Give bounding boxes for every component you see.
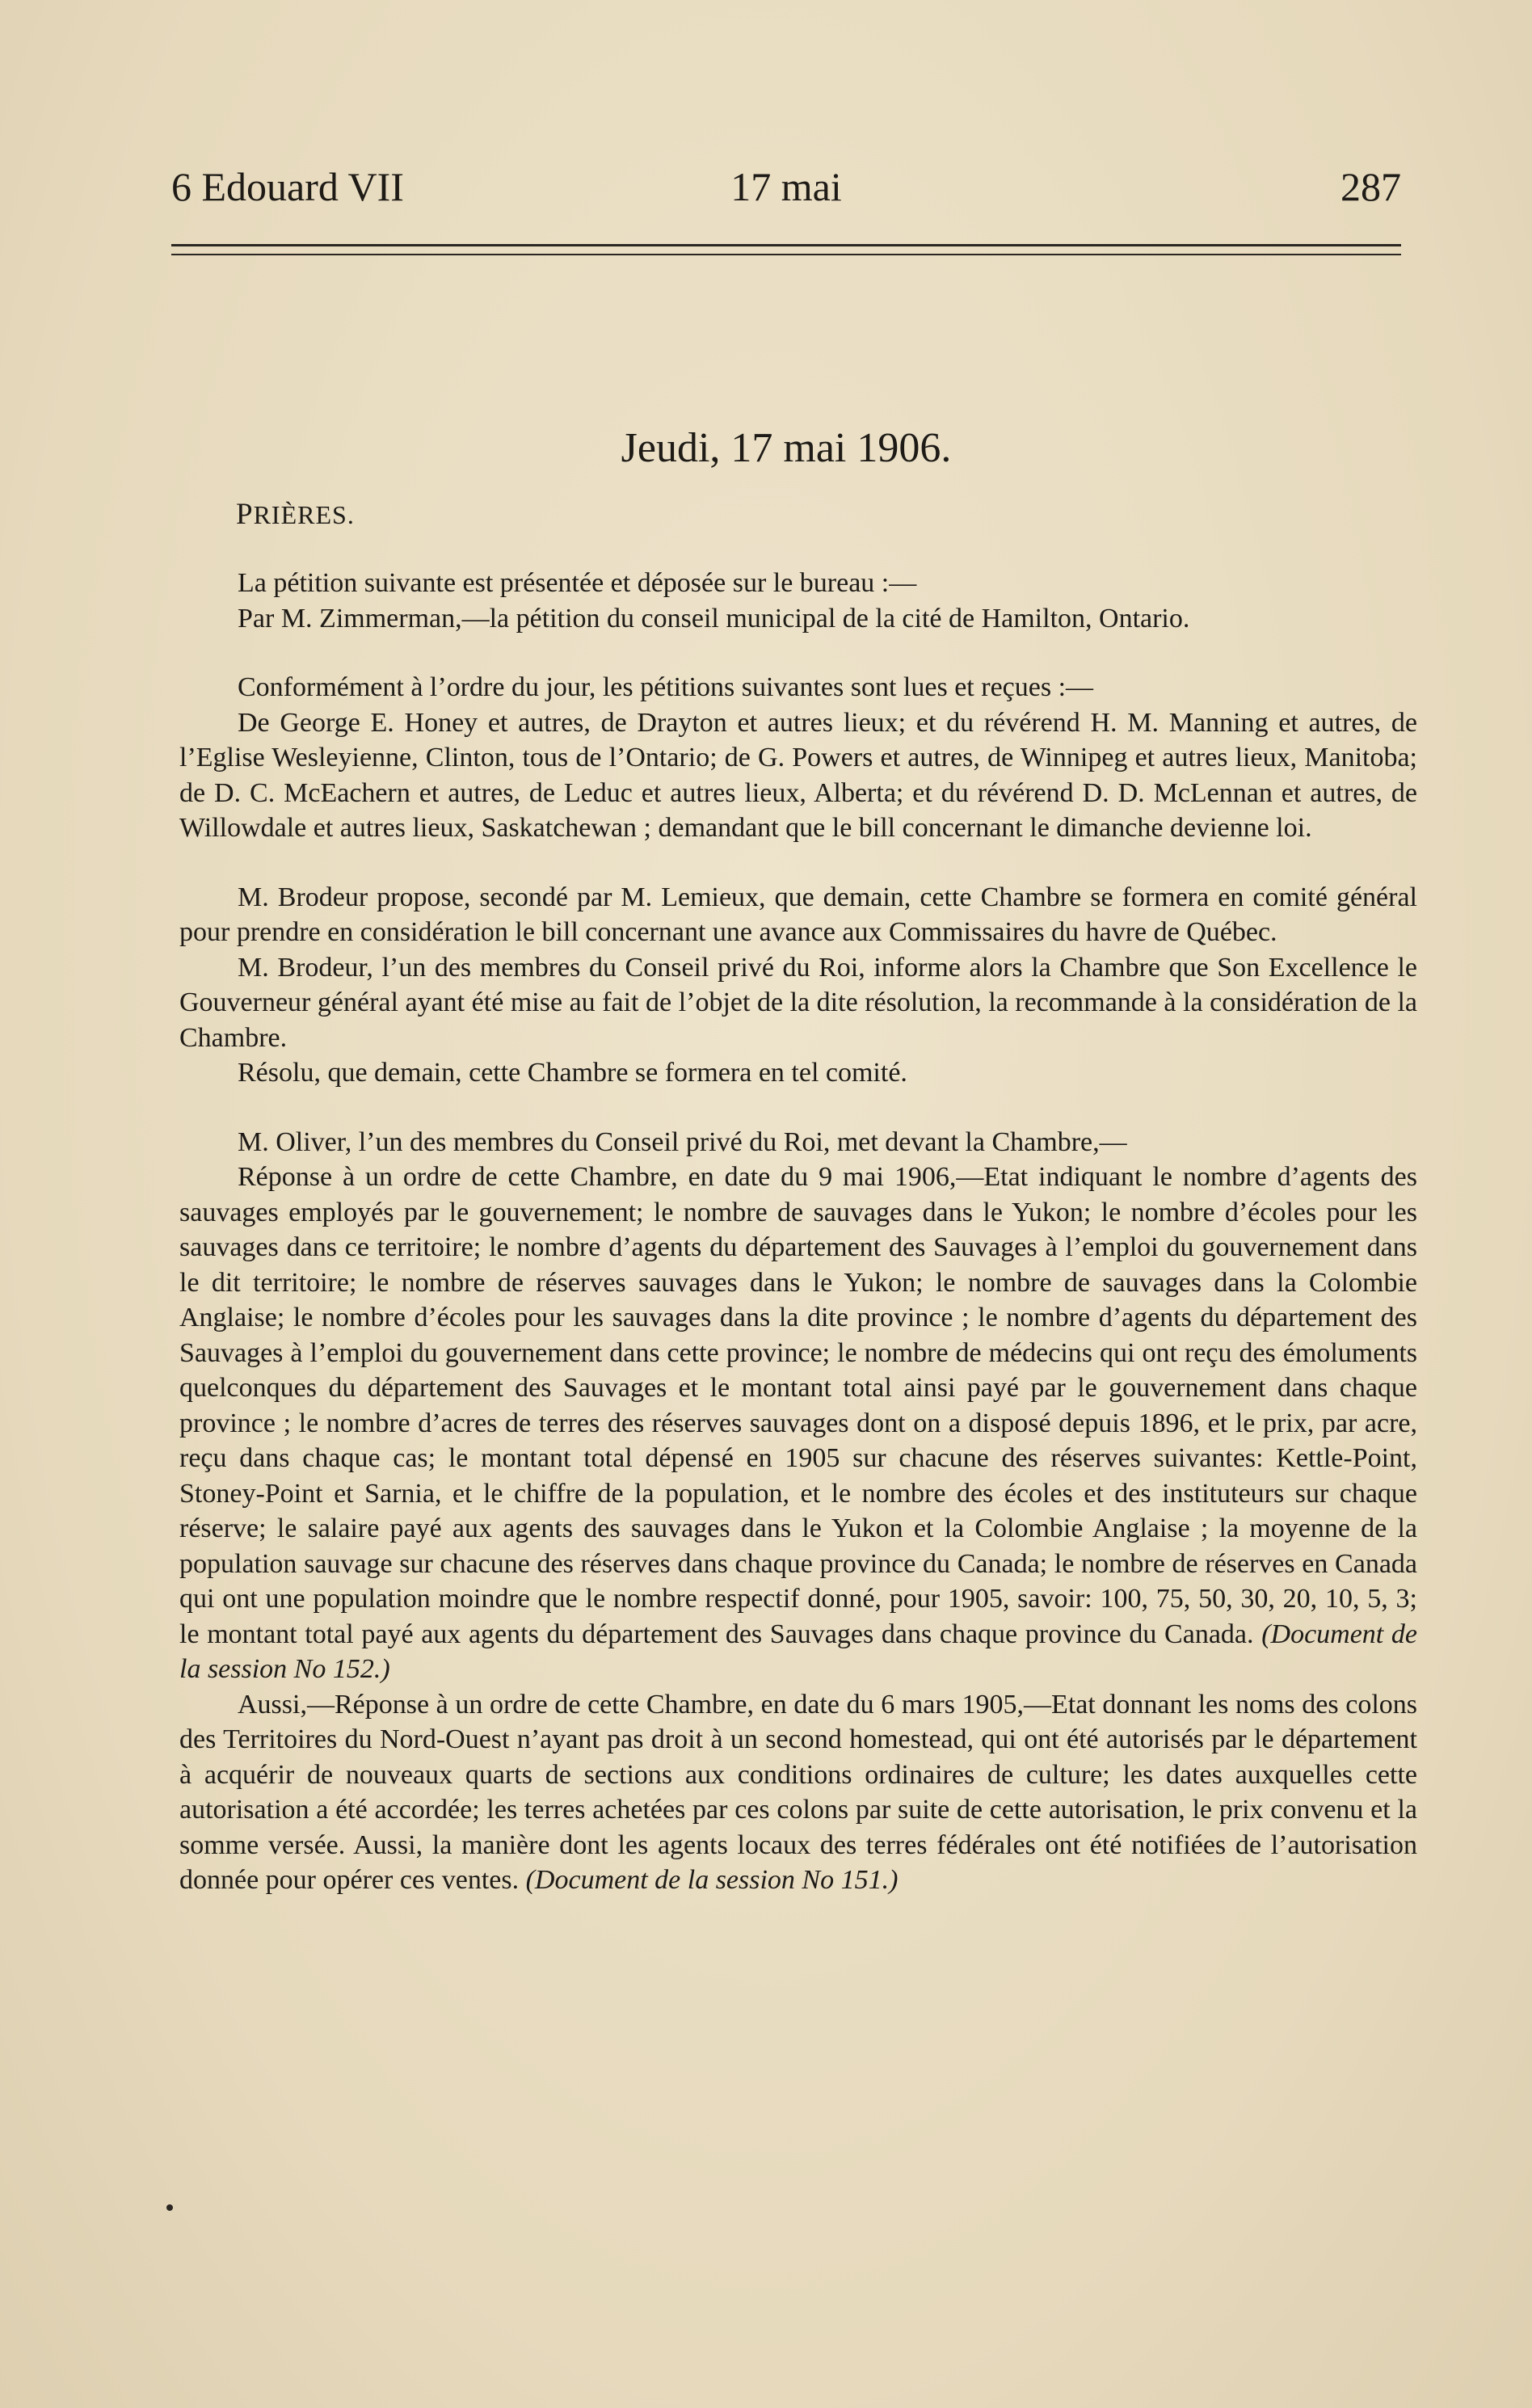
paragraph-return-151 [179,1687,1417,1898]
reference-151: (Document de la session No 151.) [525,1865,899,1895]
paragraph-petitions-list: De George E. Honey et autres, de Drayton et autres lieux; et du révérend H. M. Manning et autres, de l’Eglise Wesleyienne, Clinton, tous de l’Ontario; de G. Powers et autres, de Winnipeg et autres lieux, Manitoba; de D. C. McEachern et autres, de Leduc et autres lieux, Alberta; et du révérend D. D. McLennan et autres, de Willowdale et autres lieux, Saskatchewan ; demandant que le bill concernant le dimanche devienne loi. [179,707,1417,843]
printer-mark [166,2204,173,2211]
header-rule-thick [171,244,1401,246]
prayers-heading [236,495,355,535]
running-head [171,158,1401,215]
prayers-rest: RIÈRES. [253,500,355,529]
header-date: 17 mai [730,164,842,209]
header-rule-thin [171,254,1401,255]
paragraph-return-152 [179,1160,1417,1687]
page-number: 287 [1340,164,1401,209]
sitting-date-heading: Jeudi, 17 mai 1906. [621,425,952,471]
paragraph-brodeur-motion: M. Brodeur propose, secondé par M. Lemieux, que demain, cette Chambre se formera en comité général pour prendre en considération le bill concernant une avance aux Commissaires du havre de Québec. [179,882,1417,947]
return-152-text: Réponse à un ordre de cette Chambre, en date du 9 mai 1906,—Etat indiquant le nombre d’agents des sauvages employés par le gouvernement; le nombre de sauvages dans le Yukon; le nombre d’écoles pour les sauvages dans ce territoire; le nombre d’agents du département des Sauvages à l’emploi du gouvernement dans le dit territoire; le nombre de réserves sauvages dans le Yukon; le nombre de sauvages dans la Colombie Anglaise; le nombre d’écoles pour les sauvages dans la dite province ; le nombre d’agents du département des Sauvages à l’emploi du gouvernement dans cette province; le nombre de médecins qui ont reçu des émoluments quelconques du département des Sauvages et le montant total ainsi payé par le gouvernement dans chaque province ; le nombre d’acres de terres des réserves sauvages dont on a disposé depuis 1896, et le prix, par acre, reçu dans chaque cas; le montant total dépensé en 1905 sur chacune des réserves suivantes: Kettle-Point, Stoney-Point et Sarnia, et le chiffre de la population, et le nombre des écoles et des instituteurs sur chaque réserve; le salaire payé aux agents des sauvages dans le Yukon et la Colombie Anglaise ; la moyenne de la population sauvage sur chacune des réserves dans chaque province du Canada; le nombre de réserves en Canada qui ont une population moindre que le nombre respectif donné, pour 1905, savoir: 100, 75, 50, 30, 20, 10, 5, 3; le montant total payé aux agents du département des Sauvages dans chaque province du Canada. [179,1162,1417,1649]
paragraph-oliver-tables: M. Oliver, l’un des membres du Conseil privé du Roi, met devant la Chambre,— [238,1126,1127,1157]
header-reign: 6 Edouard VII [171,164,404,209]
paragraph-petition-zimmerman: Par M. Zimmerman,—la pétition du conseil municipal de la cité de Hamilton, Ontario. [238,603,1190,634]
paragraph-petitions-read-intro: Conformément à l’ordre du jour, les pétitions suivantes sont lues et reçues :— [238,672,1094,702]
reference-152: (Document de la session No 152.) [179,1619,1417,1684]
return-151-text: Aussi,—Réponse à un ordre de cette Chambre, en date du 6 mars 1905,—Etat donnant les noms des colons des Territoires du Nord-Ouest n’ayant pas droit à un second homestead, qui ont été autorisés par le département à acquérir de nouveaux quarts de sections aux conditions ordinaires de culture; les dates auxquelles cette autorisation a été accordée; les terres achetées par ces colons par suite de cette autorisation, le prix convenu et la somme versée. Aussi, la manière dont les agents locaux des terres fédérales ont été notifiées de l’autorisation donnée pour opérer ces ventes. [179,1689,1417,1895]
paragraph-resolution: Résolu, que demain, cette Chambre se formera en tel comité. [238,1058,907,1088]
prayers-initial: P [236,498,254,531]
paragraph-petition-intro: La pétition suivante est présentée et déposée sur le bureau :— [238,568,917,598]
body-text [179,566,1417,1898]
paragraph-brodeur-recommendation: M. Brodeur, l’un des membres du Conseil privé du Roi, informe alors la Chambre que Son Excellence le Gouverneur général ayant été mise au fait de l’objet de la dite résolution, la recommande à la considération de la Chambre. [179,952,1417,1053]
